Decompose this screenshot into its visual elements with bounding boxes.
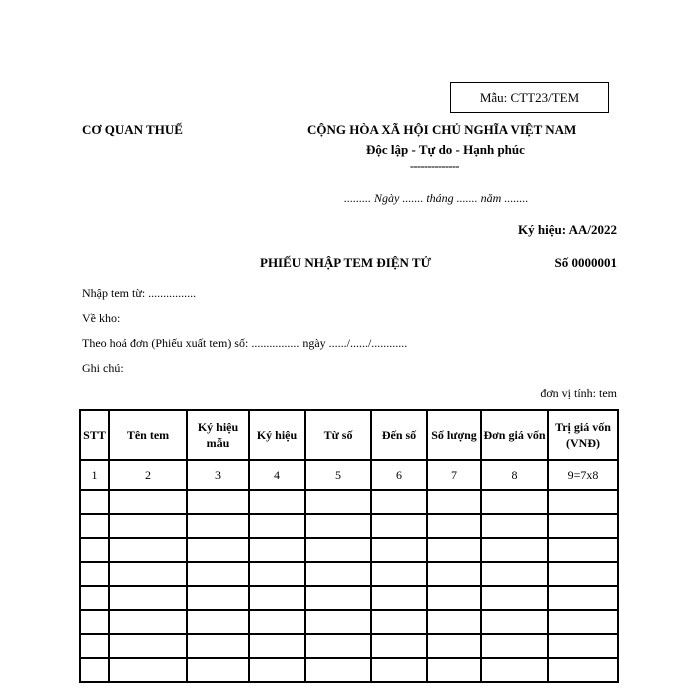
table-cell[interactable]	[427, 586, 481, 610]
table-cell[interactable]	[187, 586, 249, 610]
table-cell[interactable]	[109, 562, 187, 586]
table-cell[interactable]	[80, 586, 109, 610]
table-cell[interactable]	[427, 538, 481, 562]
table-cell[interactable]	[80, 514, 109, 538]
table-cell[interactable]	[548, 634, 618, 658]
table-header-cell: Ký hiệu	[249, 410, 305, 460]
table-cell[interactable]	[371, 634, 427, 658]
table-cell[interactable]	[249, 562, 305, 586]
table-header-cell: Đơn giá vốn	[481, 410, 548, 460]
table-cell[interactable]	[371, 610, 427, 634]
table-cell[interactable]	[371, 658, 427, 682]
table-cell[interactable]	[109, 514, 187, 538]
table-row	[80, 490, 618, 514]
table-cell[interactable]	[427, 634, 481, 658]
table-cell[interactable]	[249, 538, 305, 562]
table-cell[interactable]	[481, 634, 548, 658]
table-cell[interactable]	[371, 490, 427, 514]
table-cell[interactable]	[481, 562, 548, 586]
table-index-row	[80, 460, 618, 490]
table-cell[interactable]	[249, 490, 305, 514]
field-import-from: Nhập tem từ: ................	[82, 286, 197, 300]
table-cell[interactable]	[548, 562, 618, 586]
table-cell[interactable]	[427, 658, 481, 682]
table-cell[interactable]	[548, 610, 618, 634]
table-cell[interactable]	[548, 514, 618, 538]
table-cell[interactable]	[109, 658, 187, 682]
table-cell[interactable]	[371, 586, 427, 610]
table-row	[80, 538, 618, 562]
table-cell[interactable]	[305, 490, 371, 514]
table-index-cell: 9=7x8	[548, 460, 618, 490]
motto-underline: --------------	[410, 159, 459, 173]
table-cell[interactable]	[249, 610, 305, 634]
table-row	[80, 586, 618, 610]
field-warehouse: Về kho:	[82, 311, 121, 325]
table-cell[interactable]	[109, 538, 187, 562]
table-cell[interactable]	[109, 610, 187, 634]
table-cell[interactable]	[109, 634, 187, 658]
table-header-cell: Số lượng	[427, 410, 481, 460]
table-index-cell: 2	[109, 460, 187, 490]
table-cell[interactable]	[481, 514, 548, 538]
table-index-cell: 4	[249, 460, 305, 490]
table-cell[interactable]	[427, 610, 481, 634]
table-cell[interactable]	[80, 538, 109, 562]
table-cell[interactable]	[427, 562, 481, 586]
table-cell[interactable]	[371, 538, 427, 562]
form-code-box: Mẫu: CTT23/TEM	[450, 82, 609, 113]
table-cell[interactable]	[80, 490, 109, 514]
stamp-table	[79, 409, 619, 683]
document-number: Số 0000001	[554, 255, 617, 270]
unit-label: đơn vị tính: tem	[540, 386, 617, 400]
table-header-row	[80, 410, 618, 460]
table-cell[interactable]	[427, 514, 481, 538]
table-header-cell: Từ số	[305, 410, 371, 460]
document-title: PHIẾU NHẬP TEM ĐIỆN TỬ	[260, 255, 431, 270]
table-cell[interactable]	[305, 586, 371, 610]
table-cell[interactable]	[305, 538, 371, 562]
table-index-cell: 3	[187, 460, 249, 490]
table-cell[interactable]	[548, 538, 618, 562]
table-row	[80, 514, 618, 538]
table-cell[interactable]	[548, 658, 618, 682]
field-invoice: Theo hoá đơn (Phiếu xuất tem) số: ................ ngày ....../....../............	[82, 336, 408, 350]
table-index-cell: 6	[371, 460, 427, 490]
table-cell[interactable]	[109, 586, 187, 610]
table-header-cell: Ký hiệu mẫu	[187, 410, 249, 460]
table-cell[interactable]	[481, 658, 548, 682]
table-cell[interactable]	[481, 490, 548, 514]
table-cell[interactable]	[249, 514, 305, 538]
table-row	[80, 610, 618, 634]
table-cell[interactable]	[481, 538, 548, 562]
national-title: CỘNG HÒA XÃ HỘI CHỦ NGHĨA VIỆT NAM	[307, 122, 577, 137]
table-cell[interactable]	[249, 634, 305, 658]
table-cell[interactable]	[249, 586, 305, 610]
table-row	[80, 562, 618, 586]
table-cell[interactable]	[305, 658, 371, 682]
date-line: ......... Ngày ....... tháng ....... năm ........	[344, 191, 529, 205]
table-cell[interactable]	[80, 634, 109, 658]
table-cell[interactable]	[305, 634, 371, 658]
table-header-cell: Tên tem	[109, 410, 187, 460]
table-index-cell: 8	[481, 460, 548, 490]
table-cell[interactable]	[427, 490, 481, 514]
field-note: Ghi chú:	[82, 361, 124, 375]
table-index-cell: 1	[80, 460, 109, 490]
table-cell[interactable]	[80, 610, 109, 634]
table-cell[interactable]	[80, 562, 109, 586]
table-cell[interactable]	[371, 562, 427, 586]
table-cell[interactable]	[187, 538, 249, 562]
table-cell[interactable]	[80, 658, 109, 682]
table-cell[interactable]	[109, 490, 187, 514]
table-cell[interactable]	[548, 586, 618, 610]
table-cell[interactable]	[187, 514, 249, 538]
table-cell[interactable]	[187, 610, 249, 634]
table-cell[interactable]	[249, 658, 305, 682]
table-row	[80, 658, 618, 682]
table-cell[interactable]	[187, 634, 249, 658]
table-header-cell: Trị giá vốn (VNĐ)	[548, 410, 618, 460]
table-row	[80, 634, 618, 658]
table-cell[interactable]	[187, 658, 249, 682]
table-index-cell: 7	[427, 460, 481, 490]
table-index-cell: 5	[305, 460, 371, 490]
table-cell[interactable]	[305, 514, 371, 538]
table-header-cell: Đến số	[371, 410, 427, 460]
table-cell[interactable]	[548, 490, 618, 514]
table-cell[interactable]	[305, 562, 371, 586]
document-symbol: Ký hiệu: AA/2022	[518, 222, 617, 237]
table-cell[interactable]	[187, 490, 249, 514]
table-cell[interactable]	[187, 562, 249, 586]
table-cell[interactable]	[481, 610, 548, 634]
table-cell[interactable]	[371, 514, 427, 538]
agency-name: CƠ QUAN THUẾ	[82, 122, 183, 137]
table-cell[interactable]	[481, 586, 548, 610]
table-cell[interactable]	[305, 610, 371, 634]
national-motto: Độc lập - Tự do - Hạnh phúc	[366, 142, 525, 157]
table-header-cell: STT	[80, 410, 109, 460]
